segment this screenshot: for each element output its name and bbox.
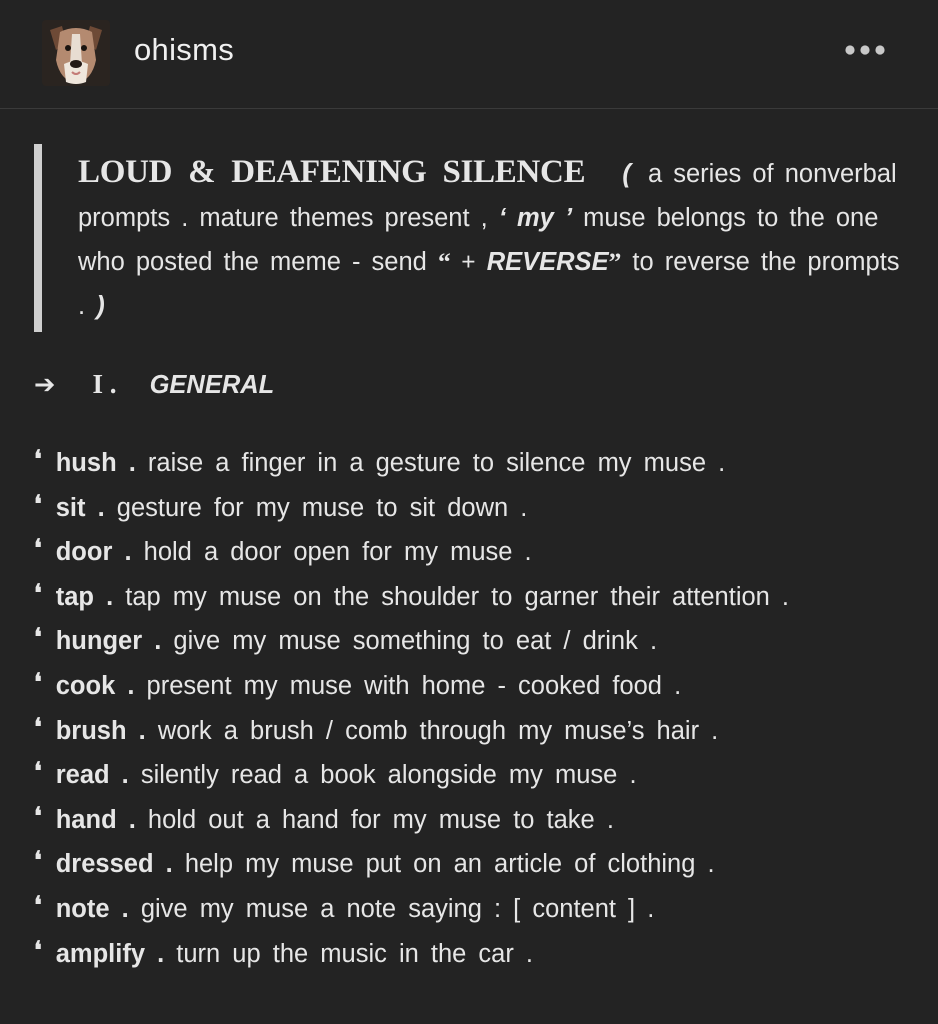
prompt-description: work a brush / comb through my muse’s hair . bbox=[157, 716, 719, 745]
prompt-term: brush . bbox=[55, 716, 146, 745]
quote-text-part-1: a series of nonverbal prompts . mature themes present , bbox=[78, 160, 897, 232]
list-item bbox=[34, 754, 914, 799]
section-numeral: I . bbox=[92, 369, 117, 399]
arrow-icon: ➔ bbox=[34, 371, 56, 399]
list-item bbox=[34, 888, 914, 933]
quote-my: ‘ my ’ bbox=[498, 204, 573, 232]
quote-paren-close: ) bbox=[96, 292, 105, 320]
quote-open-quote: “ + bbox=[437, 247, 476, 276]
list-item bbox=[34, 710, 914, 755]
bullet-icon: ❛ bbox=[34, 580, 42, 607]
list-item bbox=[34, 843, 914, 888]
prompt-term: read . bbox=[55, 761, 129, 790]
prompt-term: hunger . bbox=[55, 627, 162, 656]
quote-text bbox=[78, 150, 908, 328]
prompt-term: tap . bbox=[55, 582, 114, 611]
prompt-term: note . bbox=[55, 894, 129, 923]
section-heading bbox=[34, 364, 274, 404]
prompt-list bbox=[34, 442, 914, 977]
quote-title: LOUD & DEAFENING SILENCE bbox=[78, 154, 586, 190]
bullet-icon: ❛ bbox=[34, 892, 42, 919]
avatar[interactable] bbox=[42, 20, 110, 86]
username[interactable]: ohisms bbox=[134, 32, 234, 67]
list-item bbox=[34, 531, 914, 576]
list-item bbox=[34, 799, 914, 844]
bullet-icon: ❛ bbox=[34, 803, 42, 830]
prompt-description: hold a door open for my muse . bbox=[143, 538, 532, 567]
section-title: GENERAL bbox=[149, 371, 275, 399]
prompt-description: turn up the music in the car . bbox=[176, 939, 534, 968]
bullet-icon: ❛ bbox=[34, 491, 42, 518]
prompt-description: help my muse put on an article of clothing . bbox=[184, 850, 715, 879]
prompt-term: door . bbox=[55, 538, 132, 567]
list-item bbox=[34, 487, 914, 532]
bullet-icon: ❛ bbox=[34, 625, 42, 652]
dog-avatar-icon bbox=[42, 20, 110, 86]
prompt-term: hand . bbox=[55, 805, 136, 834]
prompt-term: dressed . bbox=[55, 850, 173, 879]
prompt-term: cook . bbox=[55, 671, 135, 700]
prompt-term: amplify . bbox=[55, 939, 165, 968]
more-options-button[interactable] bbox=[840, 30, 892, 70]
list-item bbox=[34, 933, 914, 978]
quote-paren-open: ( bbox=[622, 160, 631, 188]
prompt-term: hush . bbox=[55, 449, 136, 477]
prompt-term: sit . bbox=[55, 493, 105, 522]
prompt-description: tap my muse on the shoulder to garner their attention . bbox=[125, 582, 790, 611]
bullet-icon: ❛ bbox=[34, 937, 42, 964]
quote-text-part-2: muse belongs to the one who posted the meme - send bbox=[78, 204, 879, 276]
bullet-icon: ❛ bbox=[34, 848, 42, 875]
bullet-icon: ❛ bbox=[34, 447, 42, 473]
list-item bbox=[34, 620, 914, 665]
prompt-description: give my muse something to eat / drink . bbox=[173, 627, 658, 656]
bullet-icon: ❛ bbox=[34, 714, 42, 741]
quote-reverse: REVERSE bbox=[486, 248, 609, 276]
prompt-description: present my muse with home - cooked food . bbox=[146, 671, 682, 700]
more-dots-icon bbox=[840, 30, 892, 70]
quote-close-quote: ” bbox=[608, 247, 622, 276]
prompt-description: give my muse a note saying : [ content ] . bbox=[140, 894, 655, 923]
list-item bbox=[34, 576, 914, 621]
post-header bbox=[0, 0, 938, 109]
bullet-icon: ❛ bbox=[34, 759, 42, 786]
prompt-description: silently read a book alongside my muse . bbox=[140, 761, 637, 790]
bullet-icon: ❛ bbox=[34, 669, 42, 696]
list-item bbox=[34, 442, 914, 487]
quote-bar bbox=[34, 144, 42, 332]
prompt-description: raise a finger in a gesture to silence my muse . bbox=[147, 449, 726, 477]
bullet-icon: ❛ bbox=[34, 536, 42, 563]
prompt-description: gesture for my muse to sit down . bbox=[116, 493, 528, 522]
list-item bbox=[34, 665, 914, 710]
prompt-description: hold out a hand for my muse to take . bbox=[147, 805, 614, 834]
quote-text-part-3: to reverse the prompts . bbox=[78, 248, 900, 320]
